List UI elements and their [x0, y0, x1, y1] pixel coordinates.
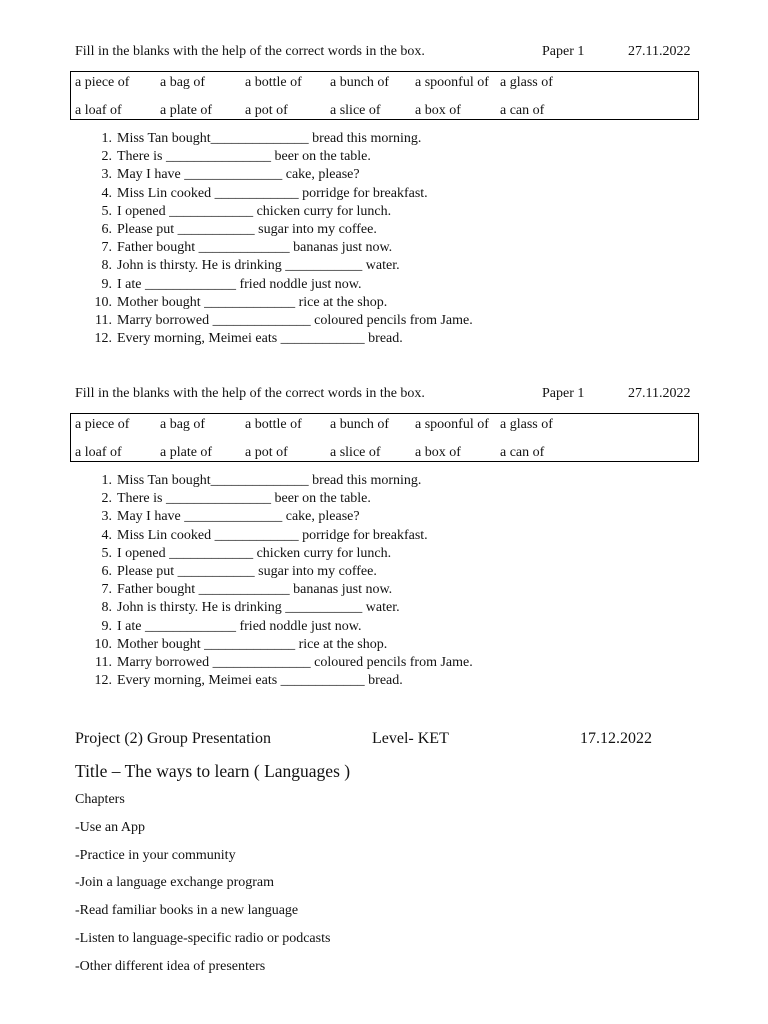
list-item: 6. Please put ___________ sugar into my coffee.	[101, 221, 377, 237]
paper-label: Paper 1	[542, 44, 585, 59]
chapter-item: -Other different idea of presenters	[75, 959, 266, 974]
instruction-text: Fill in the blanks with the help of the correct words in the box.	[75, 44, 425, 59]
paper-label: Paper 1	[542, 386, 585, 401]
word-box	[70, 71, 699, 120]
box-word: a pot of	[245, 445, 288, 460]
list-item: 9. I ate _____________ fried noddle just now.	[101, 276, 362, 292]
chapter-item: -Use an App	[75, 820, 145, 835]
box-word: a bunch of	[330, 417, 390, 432]
box-word: a bottle of	[245, 417, 302, 432]
chapter-item: -Read familiar books in a new language	[75, 903, 299, 918]
list-item: 8. John is thirsty. He is drinking ___________ water.	[101, 258, 400, 274]
chapter-item: -Listen to language-specific radio or podcasts	[75, 931, 331, 946]
box-word: a spoonful of	[415, 417, 489, 432]
box-word: a box of	[415, 445, 461, 460]
date-label: 27.11.2022	[628, 386, 691, 401]
box-word: a plate of	[160, 445, 213, 460]
instruction-text: Fill in the blanks with the help of the correct words in the box.	[75, 386, 425, 401]
list-item: 7. Father bought _____________ bananas just now.	[101, 240, 393, 256]
list-item: 11. Marry borrowed ______________ coloured pencils from Jame.	[95, 312, 473, 328]
list-item: 1. Miss Tan bought______________ bread this morning.	[101, 131, 422, 146]
word-box	[70, 413, 699, 462]
list-item: 9. I ate _____________ fried noddle just now.	[101, 618, 362, 634]
chapter-item: -Practice in your community	[75, 848, 236, 863]
box-word: a slice of	[330, 445, 381, 460]
box-word: a can of	[500, 103, 545, 118]
box-word: a bag of	[160, 75, 206, 90]
box-word: a piece of	[75, 75, 130, 90]
list-item: 6. Please put ___________ sugar into my coffee.	[101, 563, 377, 579]
list-item: 11. Marry borrowed ______________ coloured pencils from Jame.	[95, 654, 473, 670]
list-item: 2. There is _______________ beer on the table.	[101, 149, 371, 165]
project-name: Project (2) Group Presentation	[75, 730, 271, 747]
list-item: 7. Father bought _____________ bananas just now.	[101, 582, 393, 598]
date-label: 27.11.2022	[628, 44, 691, 59]
box-word: a slice of	[330, 103, 381, 118]
chapter-item: -Join a language exchange program	[75, 875, 275, 890]
worksheet-header	[0, 386, 768, 406]
project-date: 17.12.2022	[580, 730, 652, 747]
box-word: a bottle of	[245, 75, 302, 90]
list-item: 12. Every morning, Meimei eats ____________ bread.	[94, 673, 403, 689]
list-item: 5. I opened ____________ chicken curry for lunch.	[101, 545, 392, 561]
box-word: a pot of	[245, 103, 288, 118]
worksheet-header	[0, 44, 768, 64]
list-item: 8. John is thirsty. He is drinking ___________ water.	[101, 600, 400, 616]
project-title: Title – The ways to learn ( Languages )	[75, 761, 351, 781]
box-word: a bag of	[160, 417, 206, 432]
box-word: a plate of	[160, 103, 213, 118]
list-item: 4. Miss Lin cooked ____________ porridge for breakfast.	[101, 527, 428, 543]
box-word: a box of	[415, 103, 461, 118]
box-word: a glass of	[500, 75, 553, 90]
list-item: 5. I opened ____________ chicken curry for lunch.	[101, 203, 392, 219]
question-list	[0, 472, 768, 690]
box-word: a glass of	[500, 417, 553, 432]
box-word: a can of	[500, 445, 545, 460]
chapters-heading: Chapters	[75, 792, 125, 807]
box-word: a bunch of	[330, 75, 390, 90]
list-item: 3. May I have ______________ cake, please?	[101, 509, 360, 525]
list-item: 2. There is _______________ beer on the table.	[101, 491, 371, 507]
question-list	[0, 130, 768, 348]
list-item: 10. Mother bought _____________ rice at the shop.	[94, 294, 388, 310]
box-word: a loaf of	[75, 103, 122, 118]
box-word: a spoonful of	[415, 75, 489, 90]
project-level: Level- KET	[372, 730, 449, 747]
list-item: 10. Mother bought _____________ rice at the shop.	[94, 636, 388, 652]
list-item: 3. May I have ______________ cake, please?	[101, 167, 360, 183]
box-word: a piece of	[75, 417, 130, 432]
box-word: a loaf of	[75, 445, 122, 460]
list-item: 4. Miss Lin cooked ____________ porridge for breakfast.	[101, 185, 428, 201]
list-item: 12. Every morning, Meimei eats ____________ bread.	[94, 331, 403, 347]
list-item: 1. Miss Tan bought______________ bread this morning.	[101, 473, 422, 488]
